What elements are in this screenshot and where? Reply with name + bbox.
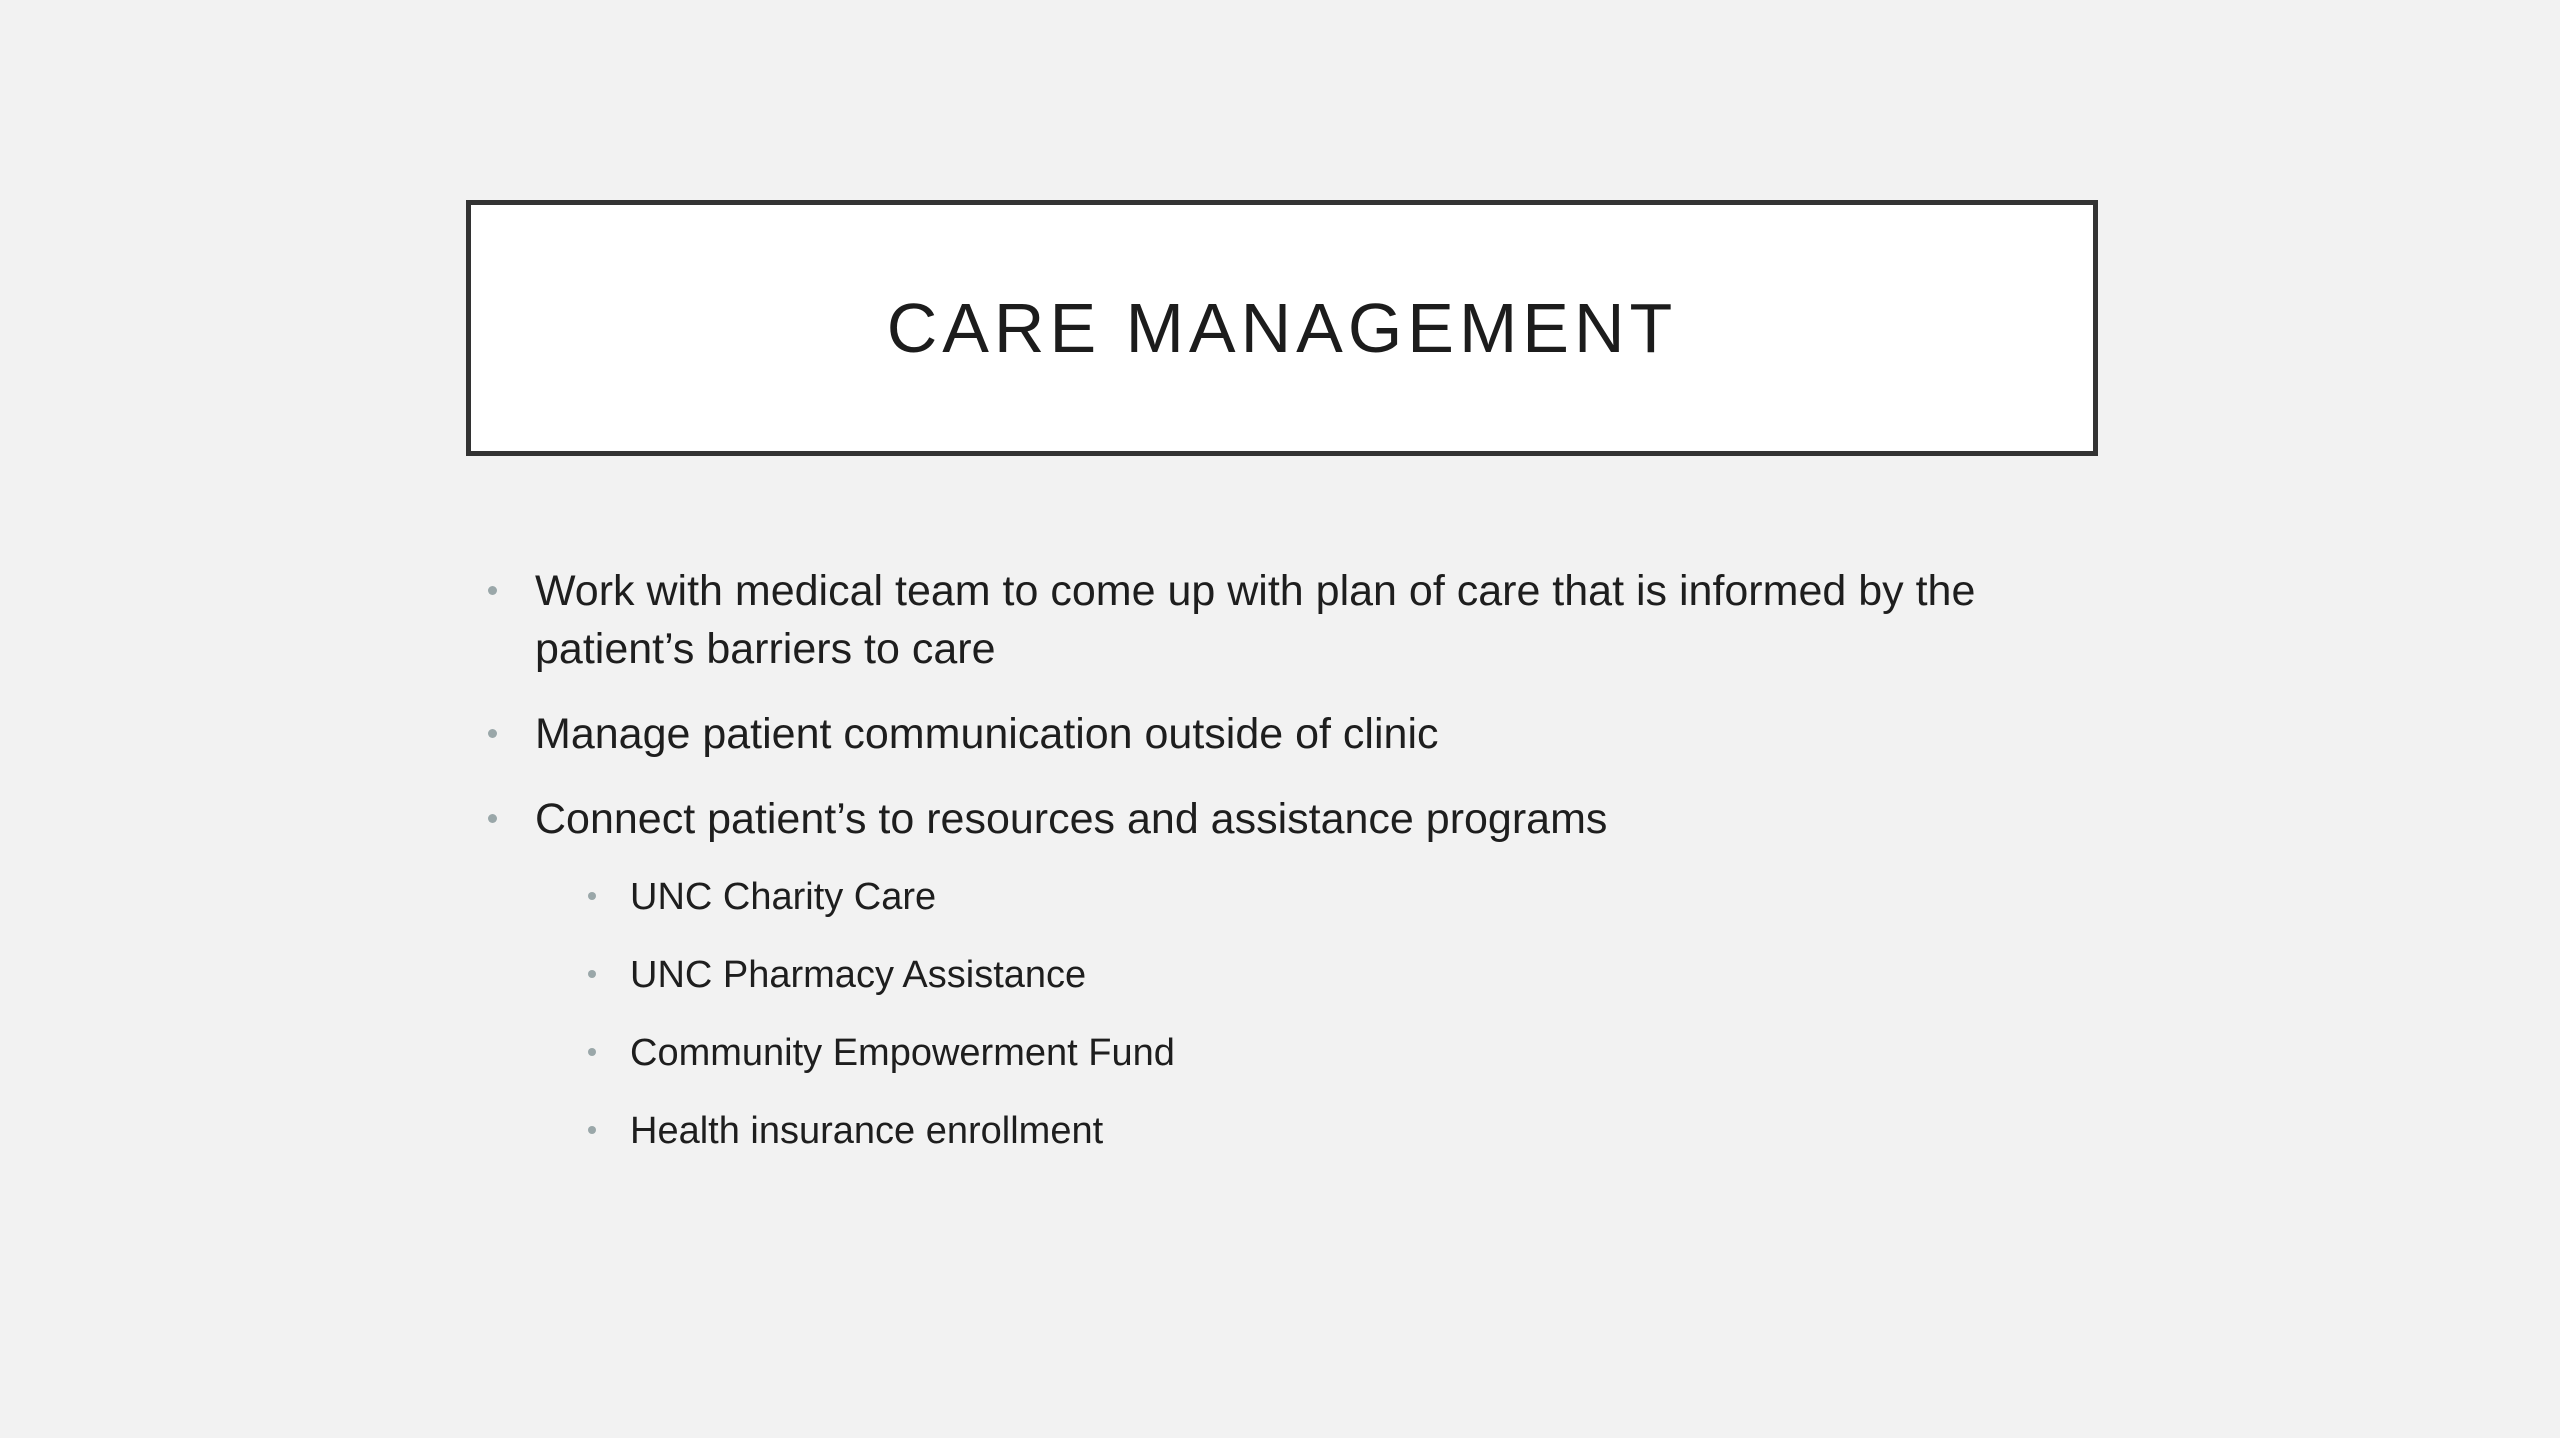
bullet-dot-icon — [588, 892, 596, 900]
slide-content — [484, 562, 2104, 1185]
list-item — [484, 790, 2104, 1158]
sub-bullet-text: UNC Charity Care — [630, 876, 937, 918]
sub-bullet-text: Community Empowerment Fund — [630, 1032, 1175, 1074]
sub-bullet-text: Health insurance enrollment — [630, 1110, 1104, 1152]
bullet-list — [484, 562, 2104, 1158]
sub-list-item — [583, 1026, 2104, 1080]
bullet-text: Manage patient communication outside of clinic — [535, 710, 1439, 758]
sub-bullet-list — [535, 870, 2104, 1158]
sub-bullet-text: UNC Pharmacy Assistance — [630, 954, 1087, 996]
bullet-dot-icon — [588, 1126, 596, 1134]
sub-list-item — [583, 948, 2104, 1002]
bullet-text: Connect patient’s to resources and assistance programs — [535, 795, 1608, 843]
list-item — [484, 562, 2104, 678]
bullet-dot-icon — [488, 586, 497, 595]
title-box — [466, 200, 2098, 456]
sub-list-item — [583, 1104, 2104, 1158]
bullet-dot-icon — [488, 729, 497, 738]
bullet-dot-icon — [488, 814, 497, 823]
slide-title: CARE MANAGEMENT — [886, 289, 1678, 367]
sub-list-item — [583, 870, 2104, 924]
list-item — [484, 705, 2104, 763]
bullet-dot-icon — [588, 970, 596, 978]
bullet-text: Work with medical team to come up with plan of care that is informed by the patient’s barriers to care — [535, 567, 1976, 673]
bullet-dot-icon — [588, 1048, 596, 1056]
